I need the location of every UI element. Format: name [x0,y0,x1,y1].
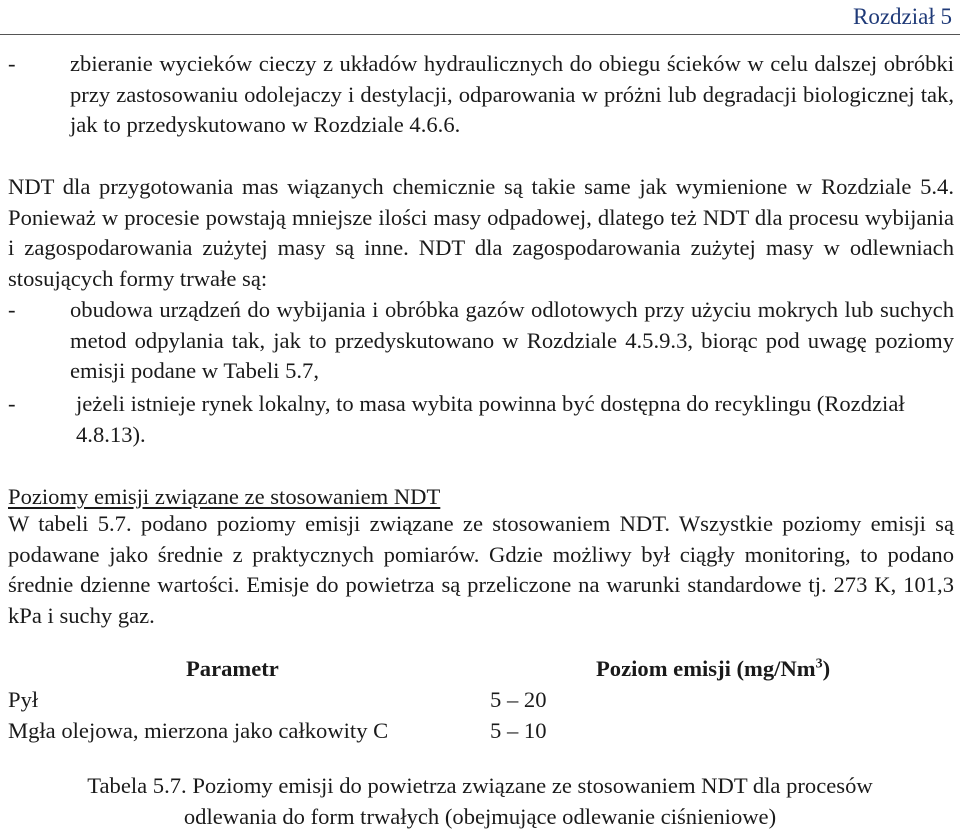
table-cell-parameter: Pył [8,687,39,712]
bullet-dash: - [8,51,16,76]
emission-table [8,656,954,749]
header-divider [0,34,960,35]
caption-line: odlewania do form trwałych (obejmujące odlewanie ciśnieniowe) [183,804,777,829]
bullet-dash: - [8,297,16,322]
table-cell-value: 5 – 10 [490,718,547,743]
bullet-dash: - [8,391,16,416]
bullet-text: obudowa urządzeń do wybijania i obróbka gazów odlotowych przy użyciu mokrych lub suchych metod odpylania tak, jak to przedyskutowano w Rozdziale 4.5.9.3, biorąc pod uwagę poziomy emisji podane w Tabeli 5.7, [70,297,954,384]
table-row [8,718,954,749]
chapter-header: Rozdział 5 [853,4,952,29]
column-header-emission-level: Poziom emisji (mg/Nm$^3$) [596,656,831,681]
caption-line: Tabela 5.7. Poziomy emisji do powietrza związane ze stosowaniem NDT dla procesów [87,773,873,798]
column-header-parameter: Parametr [186,656,279,681]
bullet-text: jeżeli istnieje rynek lokalny, to masa wybita powinna być dostępna do recyklingu (Rozdział 4.8.13). [76,391,905,447]
table-cell-parameter: Mgła olejowa, mierzona jako całkowity C [8,718,389,743]
body-paragraph: NDT dla przygotowania mas wiązanych chemicznie są takie same jak wymienione w Rozdziale 5.4. Ponieważ w procesie powstają mniejsze ilości masy odpadowej, dlatego też NDT dla procesu wybijania i zagospodarowania zużytej masy są inne. NDT dla zagospodarowania zużytej masy w odlewniach stosujących formy trwałe są: [8,174,954,291]
table-row [8,687,954,718]
body-paragraph: W tabeli 5.7. podano poziomy emisji związane ze stosowaniem NDT. Wszystkie poziomy emisji są podawane jako średnie z praktycznych pomiarów. Gdzie możliwy był ciągły monitoring, to podano średnie dzienne wartości. Emisje do powietrza są przeliczone na warunki standardowe tj. 273 K, 101,3 kPa i suchy gaz. [8,511,954,628]
table-cell-value: 5 – 20 [490,687,547,712]
table-header-row [8,656,954,687]
bullet-item [8,295,954,387]
bullet-text: zbieranie wycieków cieczy z układów hydraulicznych do obiegu ścieków w celu dalszej obróbki przy zastosowaniu odolejaczy i destylacji, odparowania w próżni lub degradacji biologicznej tak, jak to przedyskutowano w Rozdziale 4.6.6. [70,51,954,138]
table-caption [0,770,960,832]
section-heading: Poziomy emisji związane ze stosowaniem NDT [8,484,441,509]
bullet-item [8,389,954,450]
bullet-item [8,49,954,141]
